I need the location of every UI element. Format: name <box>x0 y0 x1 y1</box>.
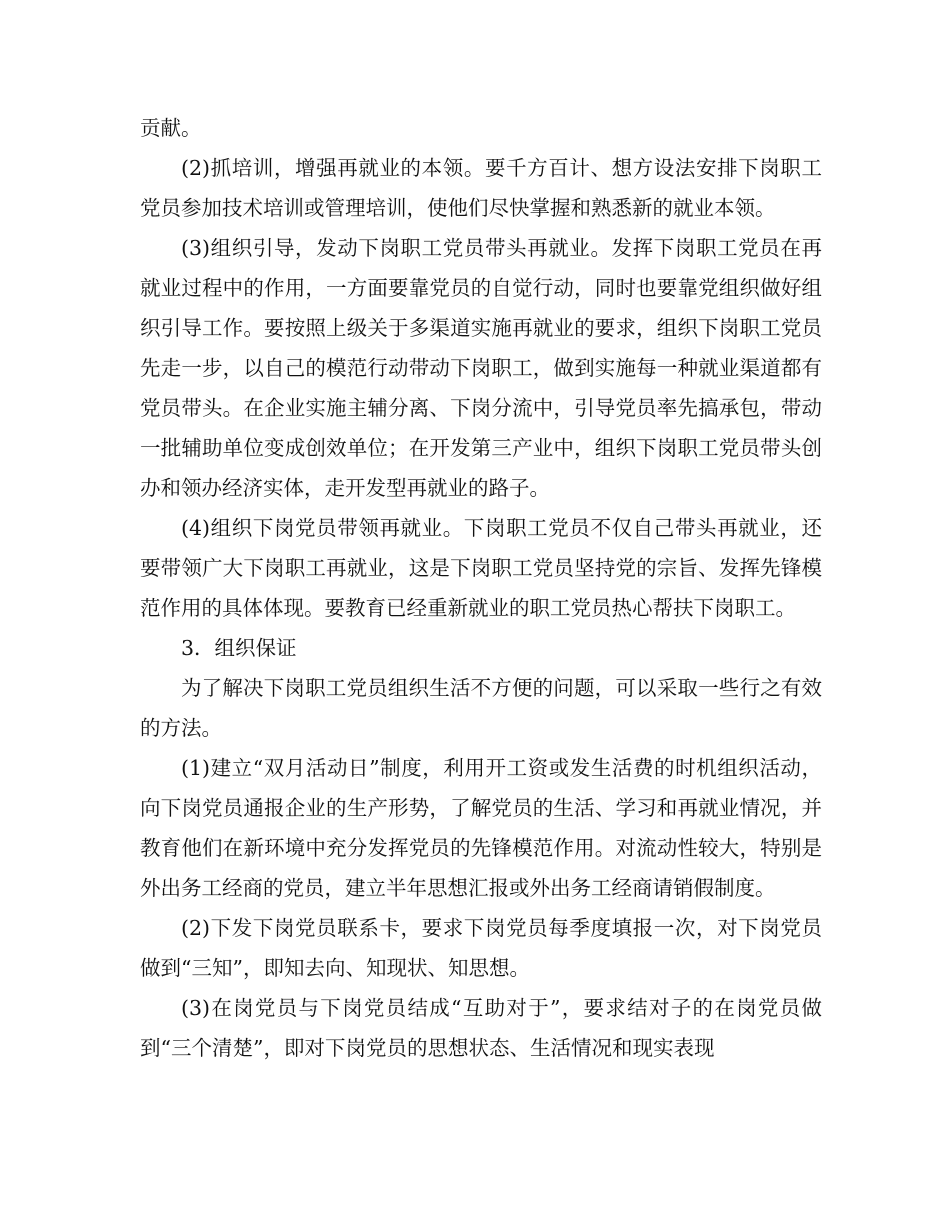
paragraph-2: (2)抓培训，增强再就业的本领。要千方百计、想方设法安排下岗职工党员参加技术培训或管理培训，使他们尽快掌握和熟悉新的就业本领。 <box>140 156 822 220</box>
paragraph-6: (1)建立“双月活动日”制度，利用开工资或发生活费的时机组织活动，向下岗党员通报企业的生产形势，了解党员的生活、学习和再就业情况，并教育他们在新环境中充分发挥党员的先锋模范作用。对流动性较大，特别是外出务工经商的党员，建立半年思想汇报或外出务工经商请销假制度。 <box>140 756 822 900</box>
paragraph-1: 贡献。 <box>140 116 202 140</box>
document-body <box>140 108 822 1068</box>
section-heading: 3．组织保证 <box>181 636 297 660</box>
paragraph-8: (3)在岗党员与下岗党员结成“互助对于”，要求结对子的在岗党员做到“三个清楚”，即对下岗党员的思想状态、生活情况和现实表现 <box>140 996 822 1060</box>
paragraph-5: 为了解决下岗职工党员组织生活不方便的问题，可以采取一些行之有效的方法。 <box>140 676 822 740</box>
paragraph-3: (3)组织引导，发动下岗职工党员带头再就业。发挥下岗职工党员在再就业过程中的作用，一方面要靠党员的自觉行动，同时也要靠党组织做好组织引导工作。要按照上级关于多渠道实施再就业的要求，组织下岗职工党员先走一步，以自己的模范行动带动下岗职工，做到实施每一种就业渠道都有党员带头。在企业实施主辅分离、下岗分流中，引导党员率先搞承包，带动一批辅助单位变成创效单位；在开发第三产业中，组织下岗职工党员带头创办和领办经济实体，走开发型再就业的路子。 <box>140 236 822 500</box>
paragraph-7: (2)下发下岗党员联系卡，要求下岗党员每季度填报一次，对下岗党员做到“三知”，即知去向、知现状、知思想。 <box>140 916 822 980</box>
paragraph-4: (4)组织下岗党员带领再就业。下岗职工党员不仅自己带头再就业，还要带领广大下岗职工再就业，这是下岗职工党员坚持党的宗旨、发挥先锋模范作用的具体体现。要教育已经重新就业的职工党员热心帮扶下岗职工。 <box>140 516 822 620</box>
